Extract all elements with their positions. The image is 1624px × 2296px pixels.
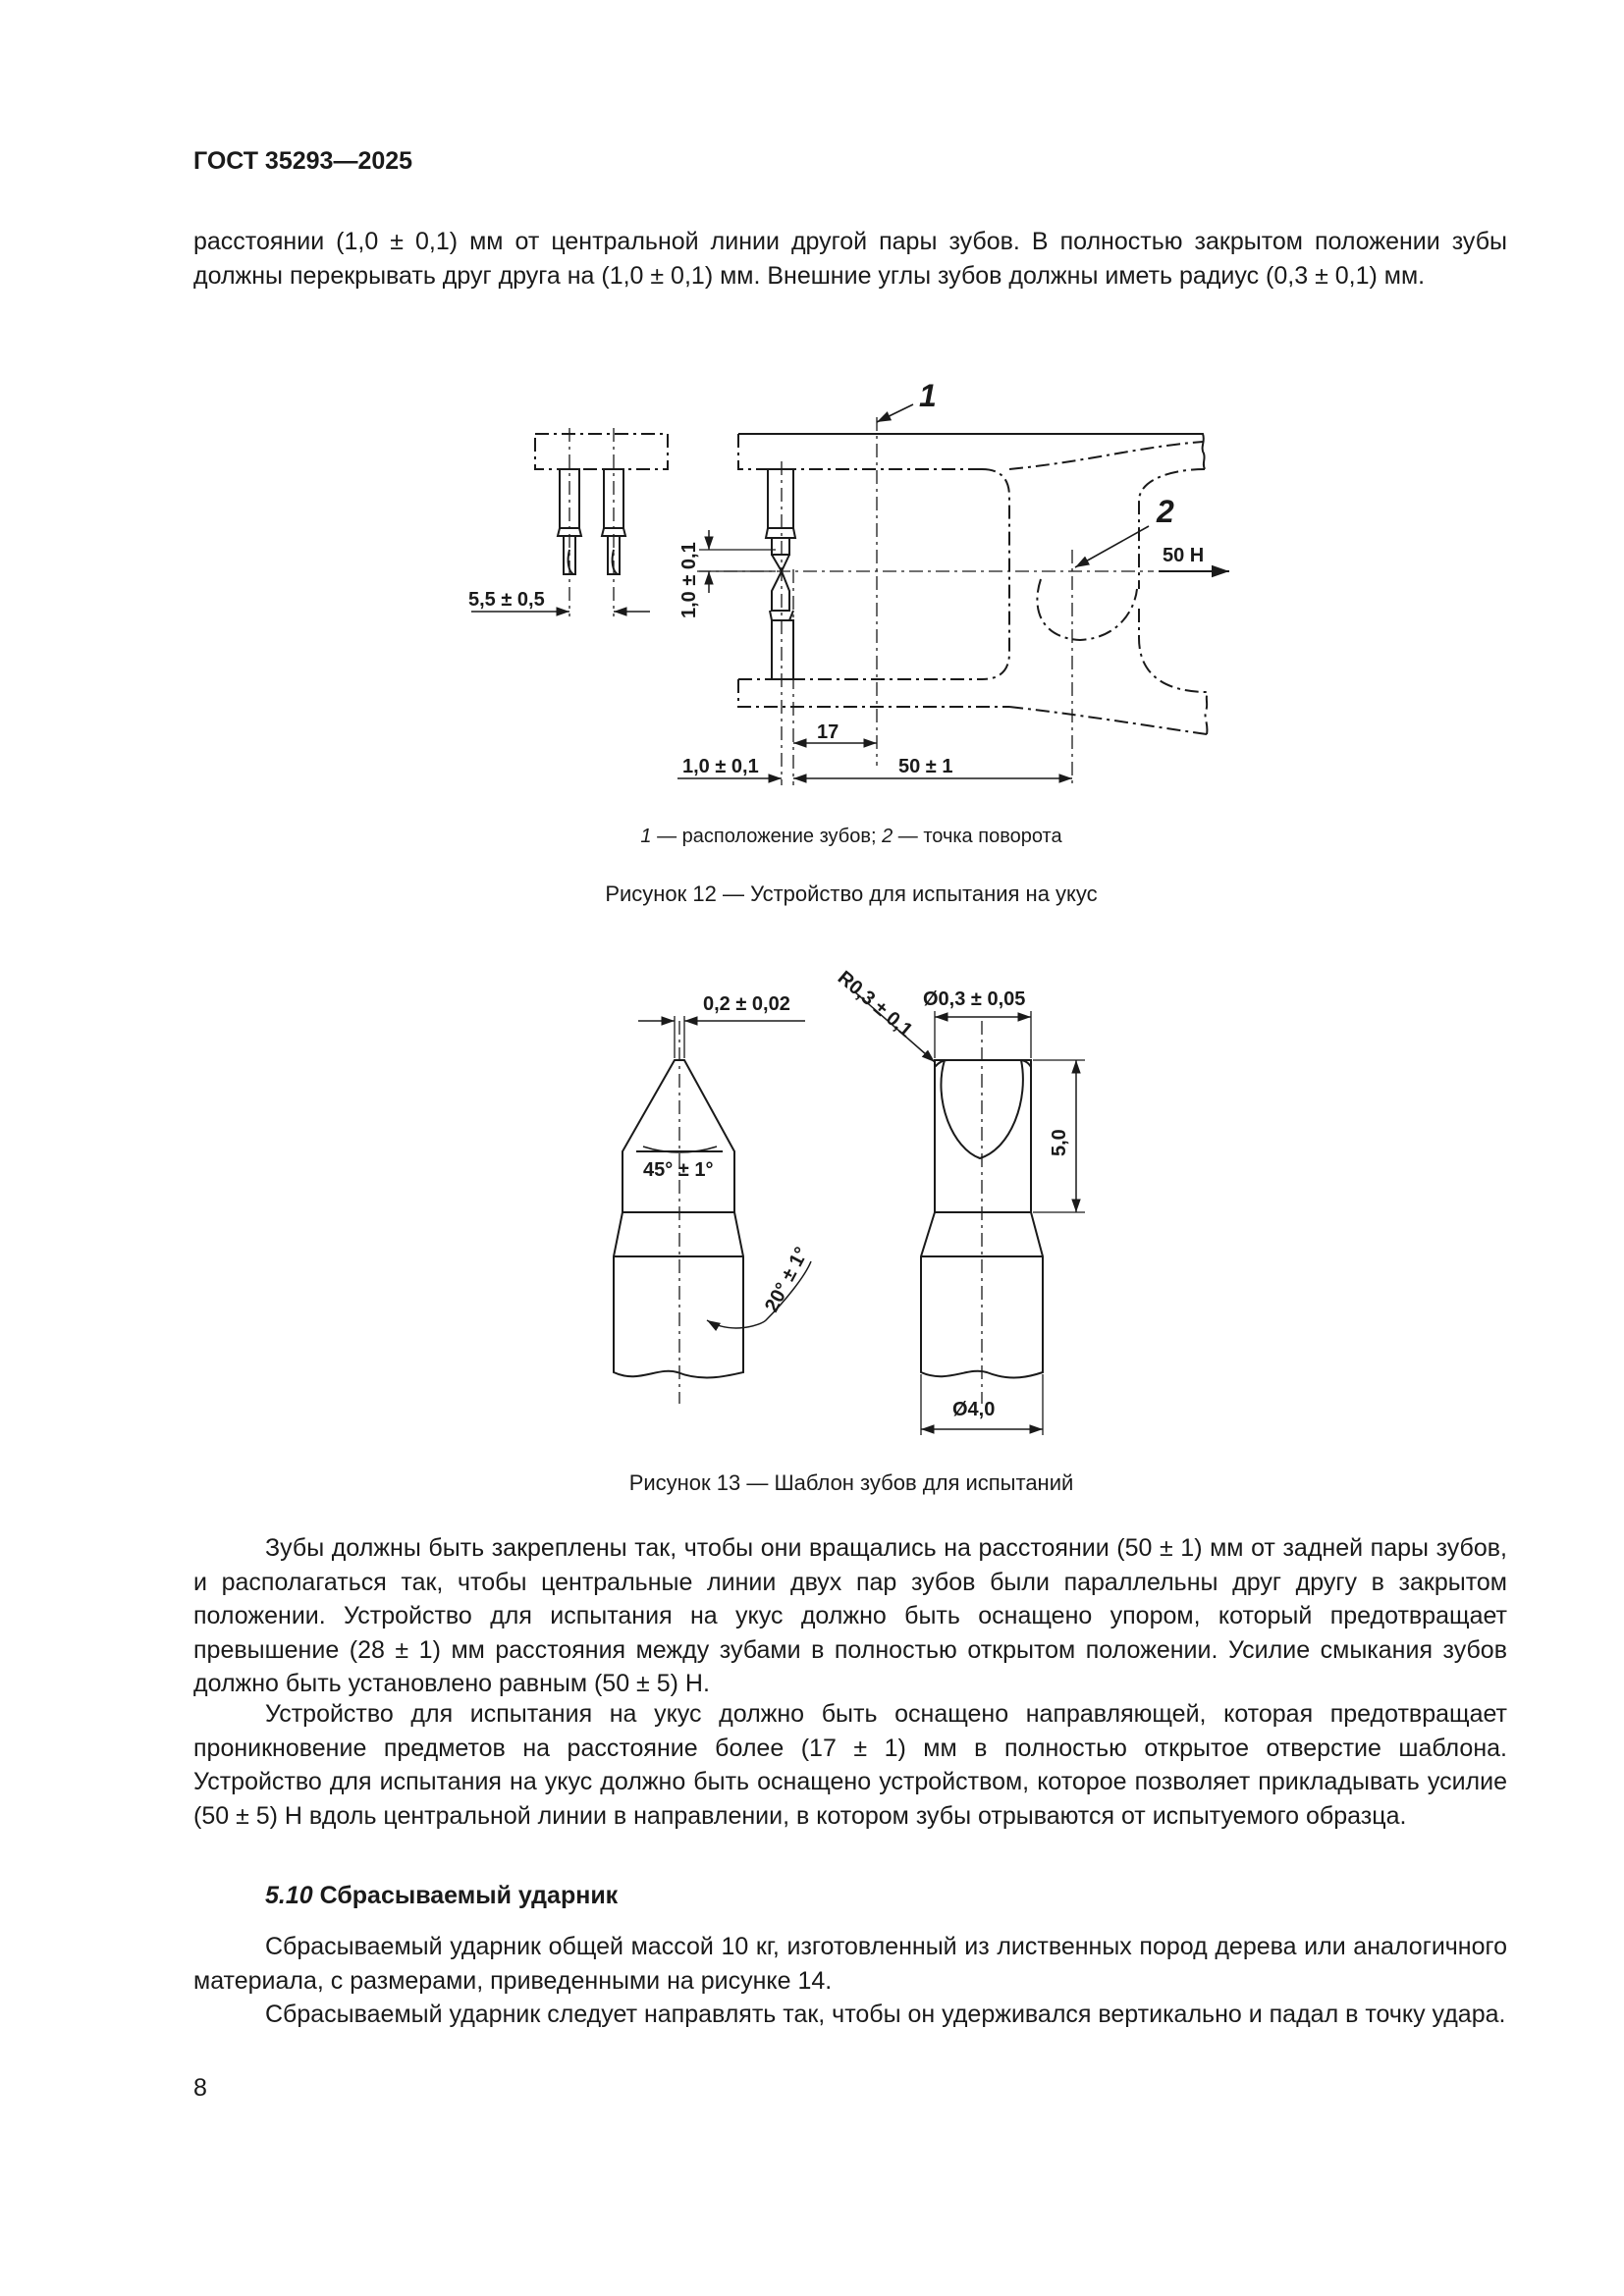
fig13-tip-width: 0,2 ± 0,02 [703,993,790,1015]
figure-13-drawing [614,991,1085,1435]
figure-12-legend [0,826,1624,848]
figure-12-drawing [471,404,1229,785]
legend-number-1: 1 [640,826,652,847]
fig12-dim-overlap: 1,0 ± 0,1 [678,542,700,618]
document-header: ГОСТ 35293—2025 [193,147,413,175]
paragraph-mounting: Зубы должны быть закреплены так, чтобы они вращались на расстоянии (50 ± 1) мм от задней пары зубов, и располагаться так, чтобы центральные линии двух пар зубов были параллельны друг другу в закрытом положении. Устройство для испытания на укус должно быть оснащено упором, который предотвращает превышение (28 ± 1) мм расстояния между зубами в полностью открытом положении. Усилие смыкания зубов должно быть установлено равным (50 ± 5) Н. [193,1534,1507,1697]
legend-text-1: — расположение зубов; [651,826,883,847]
paragraph-continuation: расстоянии (1,0 ± 0,1) мм от центральной линии другой пары зубов. В полностью закрытом положении зубы должны перекрывать друг друга на (1,0 ± 0,1) мм. Внешние углы зубов должны иметь радиус (0,3 ± 0,1) мм. [193,228,1507,290]
section-number: 5.10 [265,1882,313,1909]
legend-number-2: 2 [882,826,893,847]
fig12-dim-50: 50 ± 1 [898,756,953,777]
fig13-side-angle: 20° ± 1° [760,1243,813,1316]
fig12-dim-offset: 1,0 ± 0,1 [682,756,759,777]
fig13-radius: R0,3 ± 0,1 [833,966,917,1042]
fig13-tip-dia: Ø0,3 ± 0,05 [923,988,1026,1010]
figure-12-caption: Рисунок 12 — Устройство для испытания на укус [605,881,1098,906]
figure-13-caption: Рисунок 13 — Шаблон зубов для испытаний [628,1470,1074,1495]
fig12-callout-1: 1 [919,378,937,413]
fig13-tip-angle: 45° ± 1° [643,1159,714,1181]
fig12-dim-17: 17 [817,721,839,743]
section-title: Сбрасываемый ударник [312,1882,619,1909]
page-number: 8 [193,2074,207,2102]
legend-text-2: — точка поворота [893,826,1062,847]
paragraph-striker: Сбрасываемый ударник общей массой 10 кг, изготовленный из лиственных пород дерева или аналогичного материала, с размерами, приведенными на рисунке 14. [193,1933,1507,1995]
fig12-force-label: 50 Н [1163,545,1205,566]
fig12-callout-2: 2 [1157,494,1174,529]
paragraph-striker-guide: Сбрасываемый ударник следует направлять так, чтобы он удерживался вертикально и падал в точку удара. [265,2001,1506,2028]
fig13-length: 5,0 [1049,1129,1070,1156]
paragraph-guide: Устройство для испытания на укус должно быть оснащено направляющей, которая предотвращает проникновение предметов на расстояние более (17 ± 1) мм в полностью открытое отверстие шаблона. Устройство для испытания на укус должно быть оснащено устройством, которое позволяет прикладывать усилие (50 ± 5) Н вдоль центральной линии в направлении, в котором зубы отрываются от испытуемого образца. [193,1700,1507,1830]
section-heading [265,1882,618,1910]
fig12-dim-gap: 5,5 ± 0,5 [468,589,545,611]
fig13-body-dia: Ø4,0 [952,1399,996,1420]
